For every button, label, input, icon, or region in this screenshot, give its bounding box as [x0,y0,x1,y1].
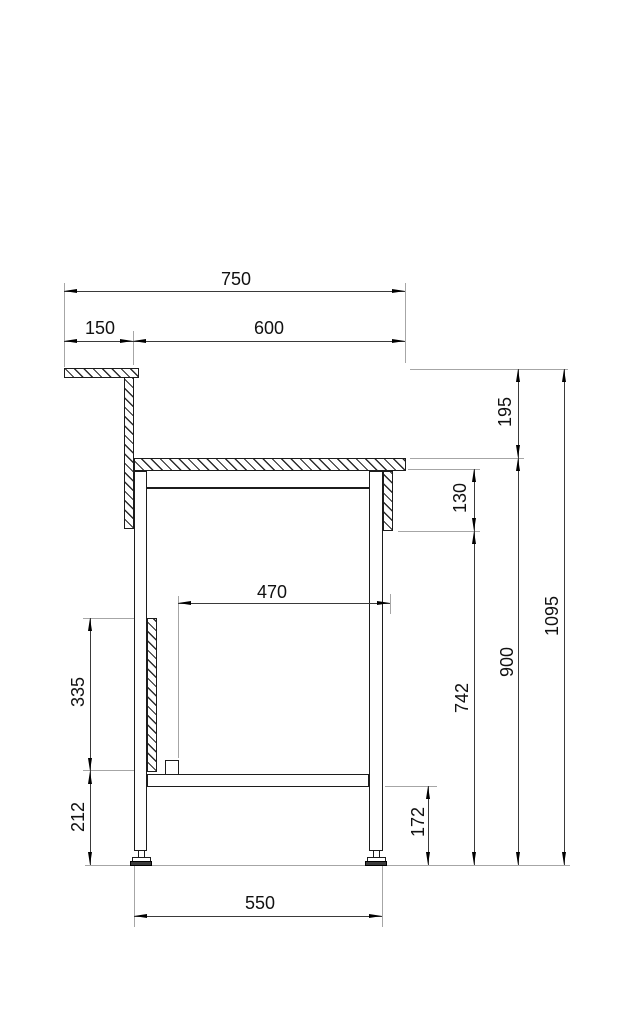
arrowhead [472,531,476,544]
worktop [134,458,406,471]
dim-label-550: 550 [244,893,276,913]
foot-base [130,861,152,866]
dim-label-1095: 1095 [542,595,562,637]
dim-label-150: 150 [84,318,116,338]
arrowhead [64,339,77,343]
extension-line-shelf-top [410,369,568,370]
arrowhead [88,758,92,771]
arrowhead [377,601,390,605]
dim-label-600: 600 [253,318,285,338]
dim-label-470: 470 [256,582,288,602]
dim-label-212: 212 [68,801,88,833]
extension-line [382,866,383,927]
arrowhead [133,339,146,343]
dimension-line [134,916,382,917]
dimension-line [90,618,91,865]
left-leg [134,471,147,851]
extension-line [133,331,134,365]
dim-label-195: 195 [495,396,515,428]
extension-line [178,596,179,758]
arrowhead [369,914,382,918]
dim-label-172: 172 [408,806,428,838]
small-box [165,760,179,775]
arrowhead [516,369,520,382]
wall-bracket [383,471,393,531]
arrowhead [426,852,430,865]
extension-line [390,594,391,614]
leg-strip [147,618,157,772]
dim-label-335: 335 [68,676,88,708]
arrowhead [472,518,476,531]
dim-label-900: 900 [497,646,517,678]
arrowhead [562,369,566,382]
dimension-line [518,369,519,865]
arrowhead [392,289,405,293]
dim-label-130: 130 [450,482,470,514]
dimension-line [564,369,565,865]
dimension-line [64,341,405,342]
arrowhead [88,771,92,784]
arrowhead [472,852,476,865]
dim-label-742: 742 [452,682,472,714]
dimension-line [64,291,405,292]
extension-line-worktop-top [410,458,524,459]
arrowhead [88,852,92,865]
extension-line [405,283,406,363]
apron-rail-edge [147,487,369,489]
extension-line [64,283,65,367]
extension-line-bracket-bottom [398,531,480,532]
arrowhead [392,339,405,343]
lower-shelf [147,774,369,787]
arrowhead [134,914,147,918]
arrowhead [64,289,77,293]
arrowhead [472,469,476,482]
riser-panel [124,377,134,529]
dimension-line [178,603,390,604]
arrowhead [120,339,133,343]
dim-label-750: 750 [220,269,252,289]
arrowhead [562,852,566,865]
extension-line-floor [85,865,570,866]
arrowhead [516,458,520,471]
extension-line-worktop-bottom [408,469,480,470]
arrowhead [88,618,92,631]
arrowhead [426,786,430,799]
foot-base [365,861,387,866]
arrowhead [516,445,520,458]
right-leg [369,471,383,851]
arrowhead [178,601,191,605]
arrowhead [516,852,520,865]
